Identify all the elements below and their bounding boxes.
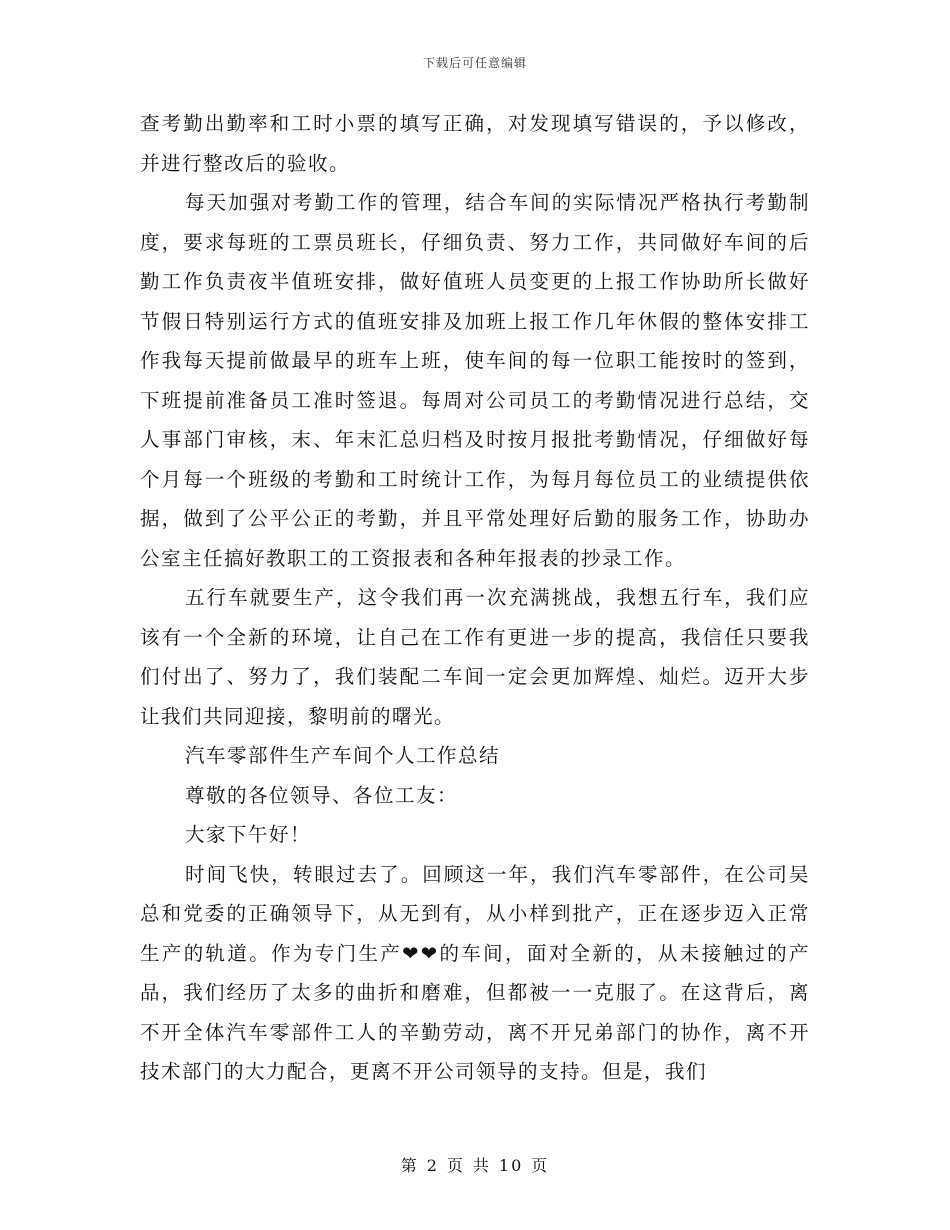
paragraph-1: 查考勤出勤率和工时小票的填写正确，对发现填写错误的，予以修改，并进行整改后的验收。	[140, 112, 810, 175]
section-title: 汽车零部件生产车间个人工作总结	[185, 744, 501, 767]
current-page-number: 2	[426, 1156, 439, 1175]
salutation: 尊敬的各位领导、各位工友：	[185, 783, 459, 807]
footer-suffix: 页	[531, 1156, 550, 1175]
total-pages-number: 10	[498, 1156, 524, 1175]
footer-prefix: 第	[400, 1156, 419, 1175]
paragraph-4: 时间飞快，转眼过去了。回顾这一年，我们汽车零部件，在公司吴总和党委的正确领导下，从无到有，从小样到批产，正在逐步迈入正常生产的轨道。作为专门生产❤❤的车间，面对全新的，从未接触过的产品，我们经历了太多的曲折和磨难，但都被一一克服了。在这背后，离不开全体汽车零部件工人的辛勤劳动，离不开兄弟部门的协作，离不开技术部门的大力配合，更离不开公司领导的支持。但是，我们	[140, 862, 810, 1083]
footer-total-prefix: 共	[472, 1156, 491, 1175]
page-header: 下载后可任意编辑	[422, 56, 527, 70]
footer-page-word: 页	[446, 1156, 465, 1175]
document-body	[140, 104, 810, 1092]
paragraph-3: 五行车就要生产，这令我们再一次充满挑战，我想五行车，我们应该有一个全新的环境，让自己在工作有更进一步的提高，我信任只要我们付出了、努力了，我们装配二车间一定会更加辉煌、灿烂。迈开大步让我们共同迎接，黎明前的曙光。	[140, 586, 810, 728]
greeting: 大家下午好！	[185, 823, 312, 846]
paragraph-2: 每天加强对考勤工作的管理，结合车间的实际情况严格执行考勤制度，要求每班的工票员班长，仔细负责、努力工作，共同做好车间的后勤工作负责夜半值班安排，做好值班人员变更的上报工作协助所长做好节假日特别运行方式的值班安排及加班上报工作几年休假的整体安排工作我每天提前做最早的班车上班，使车间的每一位职工能按时的签到，下班提前准备员工准时签退。每周对公司员工的考勤情况进行总结，交人事部门审核，末、年末汇总归档及时按月报批考勤情况，仔细做好每个月每一个班级的考勤和工时统计工作，为每月每位员工的业绩提供依据，做到了公平公正的考勤，并且平常处理好后勤的服务工作，协助办公室主任搞好教职工的工资报表和各种年报表的抄录工作。	[140, 191, 810, 570]
page-footer	[0, 1153, 950, 1176]
